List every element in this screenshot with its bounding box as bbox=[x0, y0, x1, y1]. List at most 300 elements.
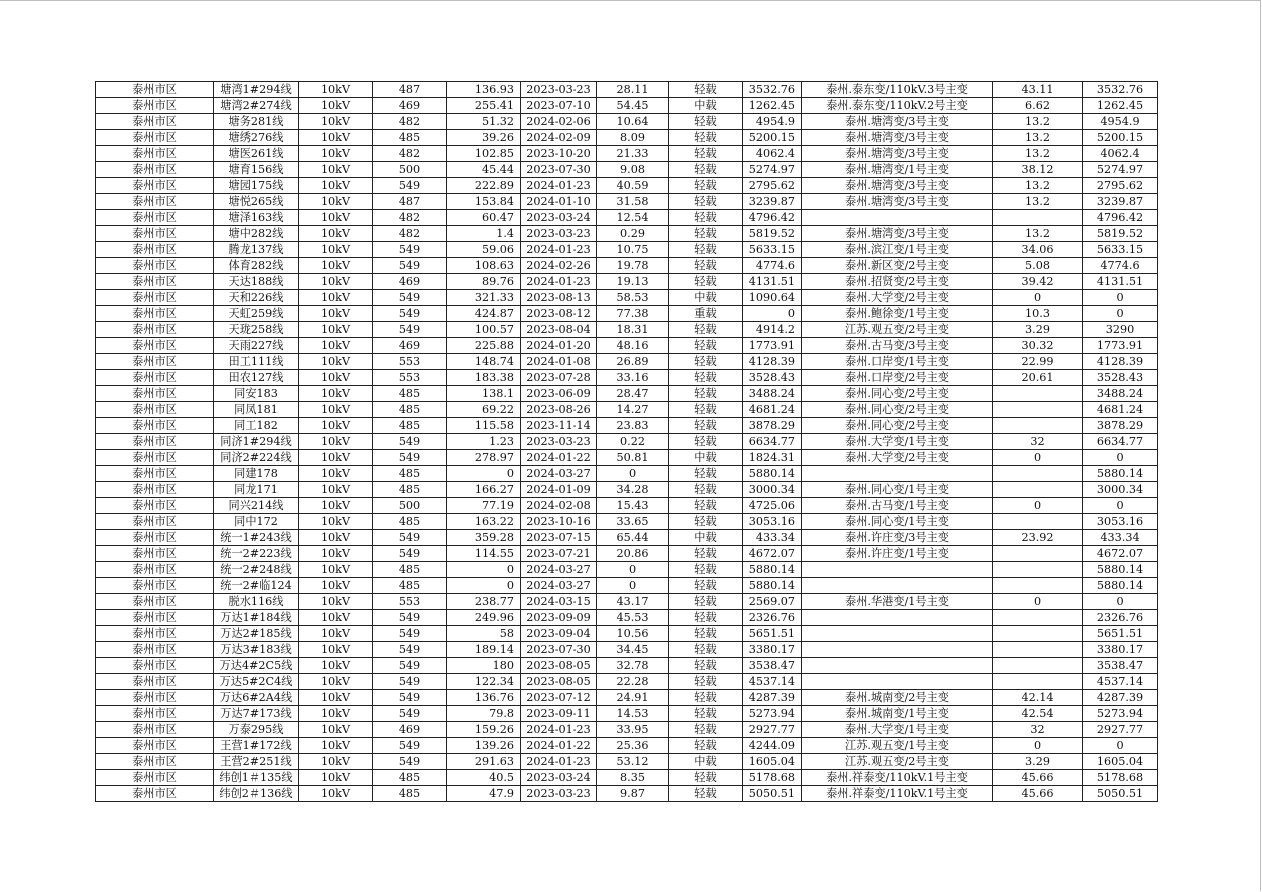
line-name-cell: 纬创1＃135线 bbox=[214, 770, 299, 786]
final-capacity-cell: 3488.24 bbox=[1083, 386, 1158, 402]
load-rate-cell: 10.75 bbox=[597, 242, 669, 258]
line-name-cell: 同龙171 bbox=[214, 482, 299, 498]
available-capacity-cell: 4914.2 bbox=[743, 322, 802, 338]
available-capacity-cell: 4062.4 bbox=[743, 146, 802, 162]
date-cell: 2023-06-09 bbox=[521, 386, 597, 402]
transformer-margin-cell: 42.54 bbox=[993, 706, 1083, 722]
transformer-cell: 泰州.塘湾变/3号主变 bbox=[802, 114, 993, 130]
max-current-cell: 163.22 bbox=[447, 514, 521, 530]
load-status-cell: 轻载 bbox=[669, 594, 743, 610]
available-capacity-cell: 5651.51 bbox=[743, 626, 802, 642]
final-capacity-cell: 0 bbox=[1083, 738, 1158, 754]
region-cell: 泰州市区 bbox=[96, 194, 214, 210]
region-cell: 泰州市区 bbox=[96, 754, 214, 770]
load-status-cell: 轻载 bbox=[669, 338, 743, 354]
date-cell: 2024-01-23 bbox=[521, 178, 597, 194]
date-cell: 2024-01-23 bbox=[521, 754, 597, 770]
transformer-margin-cell: 13.2 bbox=[993, 178, 1083, 194]
final-capacity-cell: 4131.51 bbox=[1083, 274, 1158, 290]
voltage-cell: 10kV bbox=[299, 114, 373, 130]
load-rate-cell: 14.53 bbox=[597, 706, 669, 722]
available-capacity-cell: 3053.16 bbox=[743, 514, 802, 530]
final-capacity-cell: 3532.76 bbox=[1083, 82, 1158, 98]
load-rate-cell: 65.44 bbox=[597, 530, 669, 546]
region-cell: 泰州市区 bbox=[96, 226, 214, 242]
load-status-cell: 轻载 bbox=[669, 82, 743, 98]
load-rate-cell: 22.28 bbox=[597, 674, 669, 690]
table-row bbox=[96, 578, 1158, 594]
final-capacity-cell: 5633.15 bbox=[1083, 242, 1158, 258]
region-cell: 泰州市区 bbox=[96, 674, 214, 690]
voltage-cell: 10kV bbox=[299, 418, 373, 434]
max-current-cell: 222.89 bbox=[447, 178, 521, 194]
rated-current-cell: 485 bbox=[373, 514, 447, 530]
available-capacity-cell: 5050.51 bbox=[743, 786, 802, 802]
table-row bbox=[96, 722, 1158, 738]
final-capacity-cell: 5274.97 bbox=[1083, 162, 1158, 178]
final-capacity-cell: 4062.4 bbox=[1083, 146, 1158, 162]
max-current-cell: 102.85 bbox=[447, 146, 521, 162]
date-cell: 2023-07-21 bbox=[521, 546, 597, 562]
table-row bbox=[96, 658, 1158, 674]
available-capacity-cell: 2795.62 bbox=[743, 178, 802, 194]
region-cell: 泰州市区 bbox=[96, 114, 214, 130]
rated-current-cell: 553 bbox=[373, 594, 447, 610]
load-status-cell: 轻载 bbox=[669, 642, 743, 658]
load-rate-cell: 8.09 bbox=[597, 130, 669, 146]
voltage-cell: 10kV bbox=[299, 610, 373, 626]
max-current-cell: 58 bbox=[447, 626, 521, 642]
line-name-cell: 塘绣276线 bbox=[214, 130, 299, 146]
max-current-cell: 40.5 bbox=[447, 770, 521, 786]
available-capacity-cell: 3000.34 bbox=[743, 482, 802, 498]
date-cell: 2024-01-23 bbox=[521, 242, 597, 258]
table-row bbox=[96, 354, 1158, 370]
transformer-margin-cell: 3.29 bbox=[993, 754, 1083, 770]
rated-current-cell: 549 bbox=[373, 738, 447, 754]
max-current-cell: 89.76 bbox=[447, 274, 521, 290]
max-current-cell: 1.4 bbox=[447, 226, 521, 242]
transformer-margin-cell: 13.2 bbox=[993, 226, 1083, 242]
load-rate-cell: 0.29 bbox=[597, 226, 669, 242]
voltage-cell: 10kV bbox=[299, 626, 373, 642]
rated-current-cell: 485 bbox=[373, 562, 447, 578]
region-cell: 泰州市区 bbox=[96, 258, 214, 274]
max-current-cell: 122.34 bbox=[447, 674, 521, 690]
transformer-cell bbox=[802, 466, 993, 482]
transformer-margin-cell: 13.2 bbox=[993, 146, 1083, 162]
rated-current-cell: 469 bbox=[373, 722, 447, 738]
date-cell: 2023-08-26 bbox=[521, 402, 597, 418]
load-rate-cell: 33.65 bbox=[597, 514, 669, 530]
load-rate-cell: 0 bbox=[597, 466, 669, 482]
voltage-cell: 10kV bbox=[299, 466, 373, 482]
region-cell: 泰州市区 bbox=[96, 354, 214, 370]
transformer-cell: 泰州.口岸变/2号主变 bbox=[802, 370, 993, 386]
transformer-margin-cell: 45.66 bbox=[993, 786, 1083, 802]
load-status-cell: 轻载 bbox=[669, 114, 743, 130]
voltage-cell: 10kV bbox=[299, 594, 373, 610]
available-capacity-cell: 1262.45 bbox=[743, 98, 802, 114]
voltage-cell: 10kV bbox=[299, 786, 373, 802]
final-capacity-cell: 5651.51 bbox=[1083, 626, 1158, 642]
available-capacity-cell: 3528.43 bbox=[743, 370, 802, 386]
available-capacity-cell: 1605.04 bbox=[743, 754, 802, 770]
load-rate-cell: 10.56 bbox=[597, 626, 669, 642]
voltage-cell: 10kV bbox=[299, 242, 373, 258]
line-name-cell: 天雨227线 bbox=[214, 338, 299, 354]
rated-current-cell: 549 bbox=[373, 674, 447, 690]
line-name-cell: 同济2#224线 bbox=[214, 450, 299, 466]
table-row bbox=[96, 130, 1158, 146]
date-cell: 2023-03-24 bbox=[521, 770, 597, 786]
table-row bbox=[96, 258, 1158, 274]
rated-current-cell: 500 bbox=[373, 162, 447, 178]
final-capacity-cell: 4954.9 bbox=[1083, 114, 1158, 130]
table-row bbox=[96, 642, 1158, 658]
transformer-cell: 泰州.同心变/1号主变 bbox=[802, 514, 993, 530]
max-current-cell: 255.41 bbox=[447, 98, 521, 114]
line-name-cell: 田农127线 bbox=[214, 370, 299, 386]
rated-current-cell: 549 bbox=[373, 450, 447, 466]
load-rate-cell: 15.43 bbox=[597, 498, 669, 514]
transformer-cell: 江苏.观五变/1号主变 bbox=[802, 738, 993, 754]
date-cell: 2023-03-23 bbox=[521, 82, 597, 98]
available-capacity-cell: 1824.31 bbox=[743, 450, 802, 466]
load-status-cell: 轻载 bbox=[669, 226, 743, 242]
transformer-cell: 泰州.许庄变/3号主变 bbox=[802, 530, 993, 546]
rated-current-cell: 549 bbox=[373, 642, 447, 658]
rated-current-cell: 549 bbox=[373, 626, 447, 642]
max-current-cell: 79.8 bbox=[447, 706, 521, 722]
available-capacity-cell: 5819.52 bbox=[743, 226, 802, 242]
voltage-cell: 10kV bbox=[299, 386, 373, 402]
transformer-margin-cell bbox=[993, 466, 1083, 482]
region-cell: 泰州市区 bbox=[96, 562, 214, 578]
date-cell: 2023-09-09 bbox=[521, 610, 597, 626]
load-status-cell: 轻载 bbox=[669, 258, 743, 274]
line-name-cell: 田工111线 bbox=[214, 354, 299, 370]
rated-current-cell: 485 bbox=[373, 402, 447, 418]
load-rate-cell: 54.45 bbox=[597, 98, 669, 114]
transformer-margin-cell: 23.92 bbox=[993, 530, 1083, 546]
voltage-cell: 10kV bbox=[299, 658, 373, 674]
final-capacity-cell: 4774.6 bbox=[1083, 258, 1158, 274]
region-cell: 泰州市区 bbox=[96, 546, 214, 562]
final-capacity-cell: 3053.16 bbox=[1083, 514, 1158, 530]
date-cell: 2023-09-11 bbox=[521, 706, 597, 722]
final-capacity-cell: 3380.17 bbox=[1083, 642, 1158, 658]
final-capacity-cell: 2927.77 bbox=[1083, 722, 1158, 738]
rated-current-cell: 549 bbox=[373, 322, 447, 338]
final-capacity-cell: 0 bbox=[1083, 290, 1158, 306]
voltage-cell: 10kV bbox=[299, 370, 373, 386]
transformer-margin-cell: 13.2 bbox=[993, 130, 1083, 146]
voltage-cell: 10kV bbox=[299, 514, 373, 530]
region-cell: 泰州市区 bbox=[96, 338, 214, 354]
table-row bbox=[96, 210, 1158, 226]
transformer-cell bbox=[802, 674, 993, 690]
voltage-cell: 10kV bbox=[299, 770, 373, 786]
transformer-margin-cell: 43.11 bbox=[993, 82, 1083, 98]
transformer-cell: 江苏.观五变/2号主变 bbox=[802, 322, 993, 338]
available-capacity-cell: 4128.39 bbox=[743, 354, 802, 370]
max-current-cell: 47.9 bbox=[447, 786, 521, 802]
load-status-cell: 轻载 bbox=[669, 402, 743, 418]
max-current-cell: 321.33 bbox=[447, 290, 521, 306]
voltage-cell: 10kV bbox=[299, 530, 373, 546]
load-status-cell: 中载 bbox=[669, 754, 743, 770]
table-row bbox=[96, 226, 1158, 242]
load-rate-cell: 45.53 bbox=[597, 610, 669, 626]
load-status-cell: 轻载 bbox=[669, 178, 743, 194]
transformer-cell: 泰州.塘湾变/3号主变 bbox=[802, 130, 993, 146]
region-cell: 泰州市区 bbox=[96, 210, 214, 226]
max-current-cell: 0 bbox=[447, 578, 521, 594]
load-data-table bbox=[95, 81, 1158, 802]
load-status-cell: 轻载 bbox=[669, 514, 743, 530]
region-cell: 泰州市区 bbox=[96, 418, 214, 434]
rated-current-cell: 485 bbox=[373, 578, 447, 594]
date-cell: 2023-08-05 bbox=[521, 658, 597, 674]
transformer-cell: 泰州.古马变/1号主变 bbox=[802, 498, 993, 514]
line-name-cell: 体育282线 bbox=[214, 258, 299, 274]
table-row bbox=[96, 594, 1158, 610]
table-row bbox=[96, 418, 1158, 434]
max-current-cell: 69.22 bbox=[447, 402, 521, 418]
date-cell: 2024-01-10 bbox=[521, 194, 597, 210]
date-cell: 2024-01-08 bbox=[521, 354, 597, 370]
table-row bbox=[96, 338, 1158, 354]
line-name-cell: 塘悦265线 bbox=[214, 194, 299, 210]
voltage-cell: 10kV bbox=[299, 322, 373, 338]
line-name-cell: 王营2#251线 bbox=[214, 754, 299, 770]
final-capacity-cell: 5050.51 bbox=[1083, 786, 1158, 802]
transformer-cell: 泰州.大学变/1号主变 bbox=[802, 722, 993, 738]
region-cell: 泰州市区 bbox=[96, 626, 214, 642]
voltage-cell: 10kV bbox=[299, 82, 373, 98]
transformer-margin-cell bbox=[993, 658, 1083, 674]
line-name-cell: 同建178 bbox=[214, 466, 299, 482]
available-capacity-cell: 3532.76 bbox=[743, 82, 802, 98]
region-cell: 泰州市区 bbox=[96, 706, 214, 722]
transformer-margin-cell bbox=[993, 578, 1083, 594]
table-row bbox=[96, 482, 1158, 498]
date-cell: 2023-03-24 bbox=[521, 210, 597, 226]
final-capacity-cell: 4537.14 bbox=[1083, 674, 1158, 690]
line-name-cell: 同凤181 bbox=[214, 402, 299, 418]
available-capacity-cell: 3380.17 bbox=[743, 642, 802, 658]
date-cell: 2024-01-23 bbox=[521, 722, 597, 738]
transformer-cell bbox=[802, 210, 993, 226]
final-capacity-cell: 3528.43 bbox=[1083, 370, 1158, 386]
max-current-cell: 139.26 bbox=[447, 738, 521, 754]
line-name-cell: 天虹259线 bbox=[214, 306, 299, 322]
table-row bbox=[96, 450, 1158, 466]
final-capacity-cell: 5819.52 bbox=[1083, 226, 1158, 242]
load-rate-cell: 0 bbox=[597, 578, 669, 594]
final-capacity-cell: 4128.39 bbox=[1083, 354, 1158, 370]
rated-current-cell: 482 bbox=[373, 226, 447, 242]
table-row bbox=[96, 290, 1158, 306]
region-cell: 泰州市区 bbox=[96, 770, 214, 786]
voltage-cell: 10kV bbox=[299, 722, 373, 738]
available-capacity-cell: 4131.51 bbox=[743, 274, 802, 290]
date-cell: 2023-08-12 bbox=[521, 306, 597, 322]
voltage-cell: 10kV bbox=[299, 130, 373, 146]
load-status-cell: 轻载 bbox=[669, 434, 743, 450]
transformer-margin-cell bbox=[993, 610, 1083, 626]
transformer-margin-cell: 42.14 bbox=[993, 690, 1083, 706]
final-capacity-cell: 3878.29 bbox=[1083, 418, 1158, 434]
rated-current-cell: 553 bbox=[373, 370, 447, 386]
transformer-margin-cell: 39.42 bbox=[993, 274, 1083, 290]
date-cell: 2024-01-22 bbox=[521, 738, 597, 754]
available-capacity-cell: 4537.14 bbox=[743, 674, 802, 690]
final-capacity-cell: 5880.14 bbox=[1083, 578, 1158, 594]
line-name-cell: 塘育156线 bbox=[214, 162, 299, 178]
max-current-cell: 45.44 bbox=[447, 162, 521, 178]
load-status-cell: 中载 bbox=[669, 290, 743, 306]
transformer-margin-cell: 6.62 bbox=[993, 98, 1083, 114]
voltage-cell: 10kV bbox=[299, 562, 373, 578]
table-body bbox=[96, 82, 1158, 802]
load-status-cell: 轻载 bbox=[669, 658, 743, 674]
date-cell: 2023-03-23 bbox=[521, 786, 597, 802]
max-current-cell: 138.1 bbox=[447, 386, 521, 402]
load-status-cell: 轻载 bbox=[669, 418, 743, 434]
load-rate-cell: 21.33 bbox=[597, 146, 669, 162]
table-row bbox=[96, 786, 1158, 802]
line-name-cell: 统一2#临124 bbox=[214, 578, 299, 594]
max-current-cell: 0 bbox=[447, 466, 521, 482]
line-name-cell: 统一2#223线 bbox=[214, 546, 299, 562]
voltage-cell: 10kV bbox=[299, 162, 373, 178]
load-rate-cell: 34.45 bbox=[597, 642, 669, 658]
max-current-cell: 100.57 bbox=[447, 322, 521, 338]
rated-current-cell: 549 bbox=[373, 690, 447, 706]
rated-current-cell: 549 bbox=[373, 610, 447, 626]
table-row bbox=[96, 706, 1158, 722]
date-cell: 2024-01-09 bbox=[521, 482, 597, 498]
load-rate-cell: 14.27 bbox=[597, 402, 669, 418]
rated-current-cell: 469 bbox=[373, 338, 447, 354]
available-capacity-cell: 4244.09 bbox=[743, 738, 802, 754]
voltage-cell: 10kV bbox=[299, 546, 373, 562]
available-capacity-cell: 4954.9 bbox=[743, 114, 802, 130]
rated-current-cell: 469 bbox=[373, 98, 447, 114]
transformer-margin-cell bbox=[993, 418, 1083, 434]
transformer-margin-cell: 45.66 bbox=[993, 770, 1083, 786]
rated-current-cell: 485 bbox=[373, 786, 447, 802]
transformer-cell bbox=[802, 626, 993, 642]
rated-current-cell: 549 bbox=[373, 706, 447, 722]
max-current-cell: 39.26 bbox=[447, 130, 521, 146]
table-row bbox=[96, 674, 1158, 690]
load-rate-cell: 25.36 bbox=[597, 738, 669, 754]
transformer-cell: 泰州.塘湾变/3号主变 bbox=[802, 146, 993, 162]
transformer-cell: 泰州.新区变/2号主变 bbox=[802, 258, 993, 274]
load-rate-cell: 19.13 bbox=[597, 274, 669, 290]
max-current-cell: 153.84 bbox=[447, 194, 521, 210]
transformer-margin-cell: 0 bbox=[993, 594, 1083, 610]
load-status-cell: 轻载 bbox=[669, 786, 743, 802]
final-capacity-cell: 433.34 bbox=[1083, 530, 1158, 546]
load-rate-cell: 0 bbox=[597, 562, 669, 578]
transformer-cell: 泰州.鲍徐变/1号主变 bbox=[802, 306, 993, 322]
final-capacity-cell: 0 bbox=[1083, 306, 1158, 322]
transformer-cell: 江苏.观五变/2号主变 bbox=[802, 754, 993, 770]
transformer-cell: 泰州.大学变/2号主变 bbox=[802, 290, 993, 306]
final-capacity-cell: 2326.76 bbox=[1083, 610, 1158, 626]
transformer-margin-cell bbox=[993, 482, 1083, 498]
line-name-cell: 天达188线 bbox=[214, 274, 299, 290]
region-cell: 泰州市区 bbox=[96, 322, 214, 338]
table-row bbox=[96, 514, 1158, 530]
table-row bbox=[96, 402, 1158, 418]
transformer-margin-cell: 13.2 bbox=[993, 194, 1083, 210]
voltage-cell: 10kV bbox=[299, 450, 373, 466]
final-capacity-cell: 1773.91 bbox=[1083, 338, 1158, 354]
load-status-cell: 中载 bbox=[669, 98, 743, 114]
voltage-cell: 10kV bbox=[299, 226, 373, 242]
date-cell: 2024-03-15 bbox=[521, 594, 597, 610]
transformer-cell: 泰州.许庄变/1号主变 bbox=[802, 546, 993, 562]
available-capacity-cell: 6634.77 bbox=[743, 434, 802, 450]
transformer-cell: 泰州.口岸变/1号主变 bbox=[802, 354, 993, 370]
voltage-cell: 10kV bbox=[299, 754, 373, 770]
line-name-cell: 万泰295线 bbox=[214, 722, 299, 738]
line-name-cell: 万达3#183线 bbox=[214, 642, 299, 658]
available-capacity-cell: 5880.14 bbox=[743, 562, 802, 578]
transformer-margin-cell: 0 bbox=[993, 450, 1083, 466]
load-status-cell: 轻载 bbox=[669, 322, 743, 338]
date-cell: 2023-07-30 bbox=[521, 642, 597, 658]
available-capacity-cell: 2326.76 bbox=[743, 610, 802, 626]
voltage-cell: 10kV bbox=[299, 498, 373, 514]
final-capacity-cell: 3538.47 bbox=[1083, 658, 1158, 674]
transformer-margin-cell bbox=[993, 514, 1083, 530]
transformer-cell bbox=[802, 642, 993, 658]
line-name-cell: 统一1#243线 bbox=[214, 530, 299, 546]
rated-current-cell: 482 bbox=[373, 114, 447, 130]
transformer-cell: 泰州.塘湾变/3号主变 bbox=[802, 226, 993, 242]
load-status-cell: 轻载 bbox=[669, 770, 743, 786]
load-status-cell: 轻载 bbox=[669, 610, 743, 626]
available-capacity-cell: 3488.24 bbox=[743, 386, 802, 402]
date-cell: 2023-07-15 bbox=[521, 530, 597, 546]
transformer-cell: 泰州.祥泰变/110kV.1号主变 bbox=[802, 770, 993, 786]
final-capacity-cell: 3239.87 bbox=[1083, 194, 1158, 210]
region-cell: 泰州市区 bbox=[96, 690, 214, 706]
load-rate-cell: 9.08 bbox=[597, 162, 669, 178]
voltage-cell: 10kV bbox=[299, 178, 373, 194]
load-rate-cell: 24.91 bbox=[597, 690, 669, 706]
max-current-cell: 114.55 bbox=[447, 546, 521, 562]
max-current-cell: 225.88 bbox=[447, 338, 521, 354]
table-row bbox=[96, 274, 1158, 290]
transformer-cell: 泰州.塘湾变/3号主变 bbox=[802, 178, 993, 194]
available-capacity-cell: 4672.07 bbox=[743, 546, 802, 562]
available-capacity-cell: 4796.42 bbox=[743, 210, 802, 226]
load-status-cell: 轻载 bbox=[669, 722, 743, 738]
load-rate-cell: 32.78 bbox=[597, 658, 669, 674]
load-status-cell: 中载 bbox=[669, 530, 743, 546]
line-name-cell: 天和226线 bbox=[214, 290, 299, 306]
table-row bbox=[96, 754, 1158, 770]
final-capacity-cell: 4287.39 bbox=[1083, 690, 1158, 706]
final-capacity-cell: 5880.14 bbox=[1083, 562, 1158, 578]
